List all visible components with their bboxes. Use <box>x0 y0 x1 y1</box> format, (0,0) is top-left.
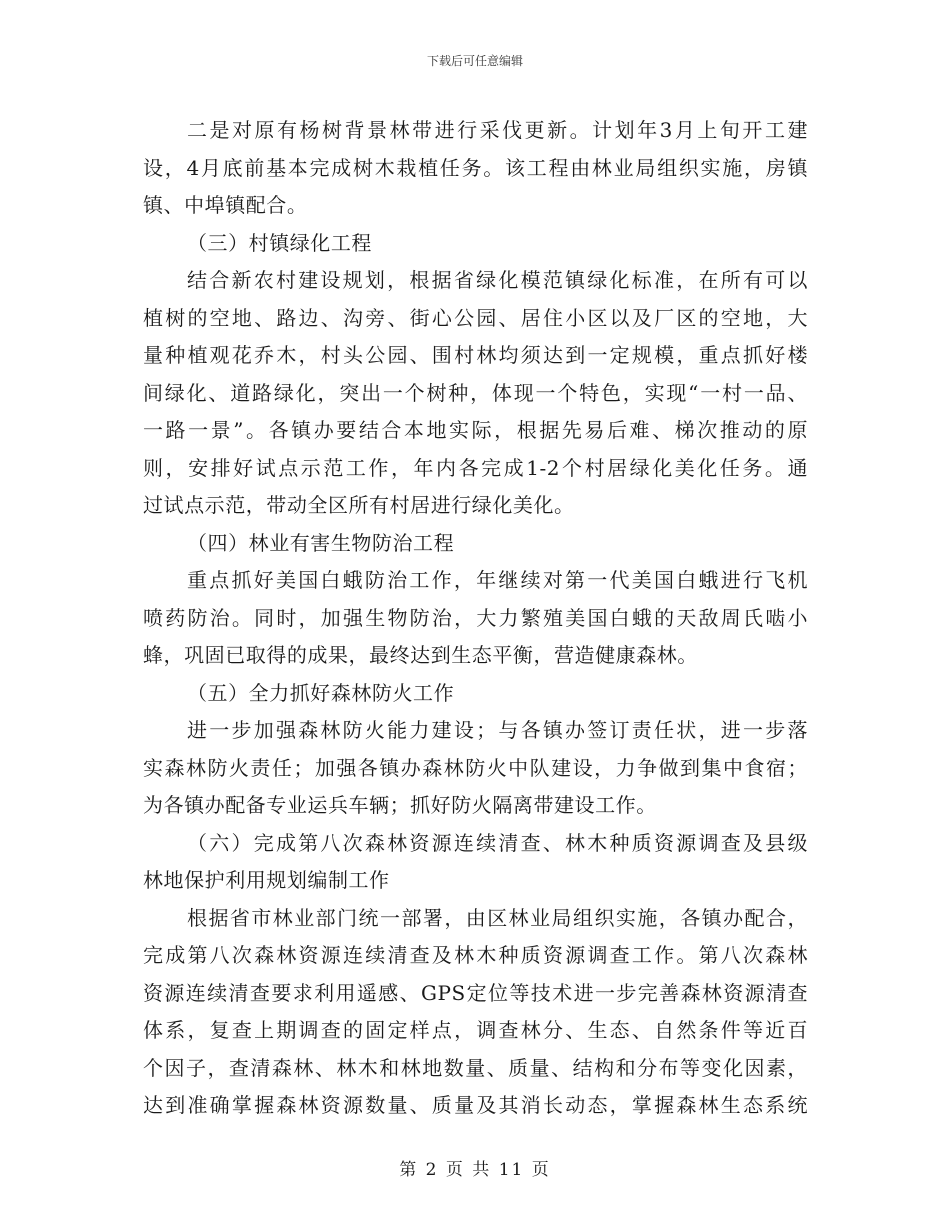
paragraph-line: 植树的空地、路边、沟旁、街心公园、居住小区以及厂区的空地，大 <box>143 305 808 330</box>
paragraph-line: 资源连续清查要求利用遥感、GPS定位等技术进一步完善森林资源清查 <box>143 980 808 1005</box>
paragraph-line: 过试点示范，带动全区所有村居进行绿化美化。 <box>143 493 575 517</box>
paragraph-line: 为各镇办配备专业运兵车辆；抓好防火隔离带建设工作。 <box>143 793 657 817</box>
paragraph-line: 设，4月底前基本完成树木栽植任务。该工程由林业局组织实施，房镇 <box>143 155 808 180</box>
paragraph-line: 一路一景”。各镇办要结合本地实际，根据先易后难、梯次推动的原 <box>143 418 808 442</box>
paragraph-line: 完成第八次森林资源连续清查及林木种质资源调查工作。第八次森林 <box>143 943 808 967</box>
paragraph-line: 镇、中埠镇配合。 <box>143 193 308 217</box>
paragraph-line: 重点抓好美国白蛾防治工作，年继续对第一代美国白蛾进行飞机 <box>187 568 808 592</box>
paragraph-line: 蜂，巩固已取得的成果，最终达到生态平衡，营造健康森林。 <box>143 643 698 667</box>
paragraph-line: 量种植观花乔木，村头公园、围村林均须达到一定规模，重点抓好楼 <box>143 343 808 367</box>
section-heading: （三）村镇绿化工程 <box>187 230 372 255</box>
paragraph-line: 根据省市林业部门统一部署，由区林业局组织实施，各镇办配合， <box>187 905 808 930</box>
paragraph-line: 喷药防治。同时，加强生物防治，大力繁殖美国白蛾的天敌周氏啮小 <box>143 605 808 630</box>
paragraph-line: 进一步加强森林防火能力建设；与各镇办签订责任状，进一步落 <box>187 718 808 742</box>
paragraph-line: 间绿化、道路绿化，突出一个树种，体现一个特色，实现“一村一品、 <box>143 380 808 405</box>
paragraph-line: 达到准确掌握森林资源数量、质量及其消长动态，掌握森林生态系统 <box>143 1093 808 1117</box>
paragraph-line: 结合新农村建设规划，根据省绿化模范镇绿化标准，在所有可以 <box>187 268 808 292</box>
paragraph-line: 二是对原有杨树背景林带进行采伐更新。计划年3月上旬开工建 <box>187 118 808 142</box>
paragraph-line: 则，安排好试点示范工作，年内各完成1-2个村居绿化美化任务。通 <box>143 455 808 480</box>
paragraph-line: 实森林防火责任；加强各镇办森林防火中队建设，力争做到集中食宿； <box>143 755 808 780</box>
paragraph-line: 个因子，查清森林、林木和林地数量、质量、结构和分布等变化因素， <box>143 1055 808 1080</box>
section-heading: （六）完成第八次森林资源连续清查、林木种质资源调查及县级 <box>187 830 808 855</box>
paragraph-line: 体系，复查上期调查的固定样点，调查林分、生态、自然条件等近百 <box>143 1018 808 1042</box>
section-heading: （五）全力抓好森林防火工作 <box>187 680 455 705</box>
page-number-footer: 第 2 页 共 11 页 <box>399 1160 551 1180</box>
page-header: 下载后可任意编辑 <box>426 54 523 68</box>
section-heading: （四）林业有害生物防治工程 <box>187 530 455 555</box>
document-body <box>143 112 808 1125</box>
section-heading-continued: 林地保护利用规划编制工作 <box>143 868 390 892</box>
